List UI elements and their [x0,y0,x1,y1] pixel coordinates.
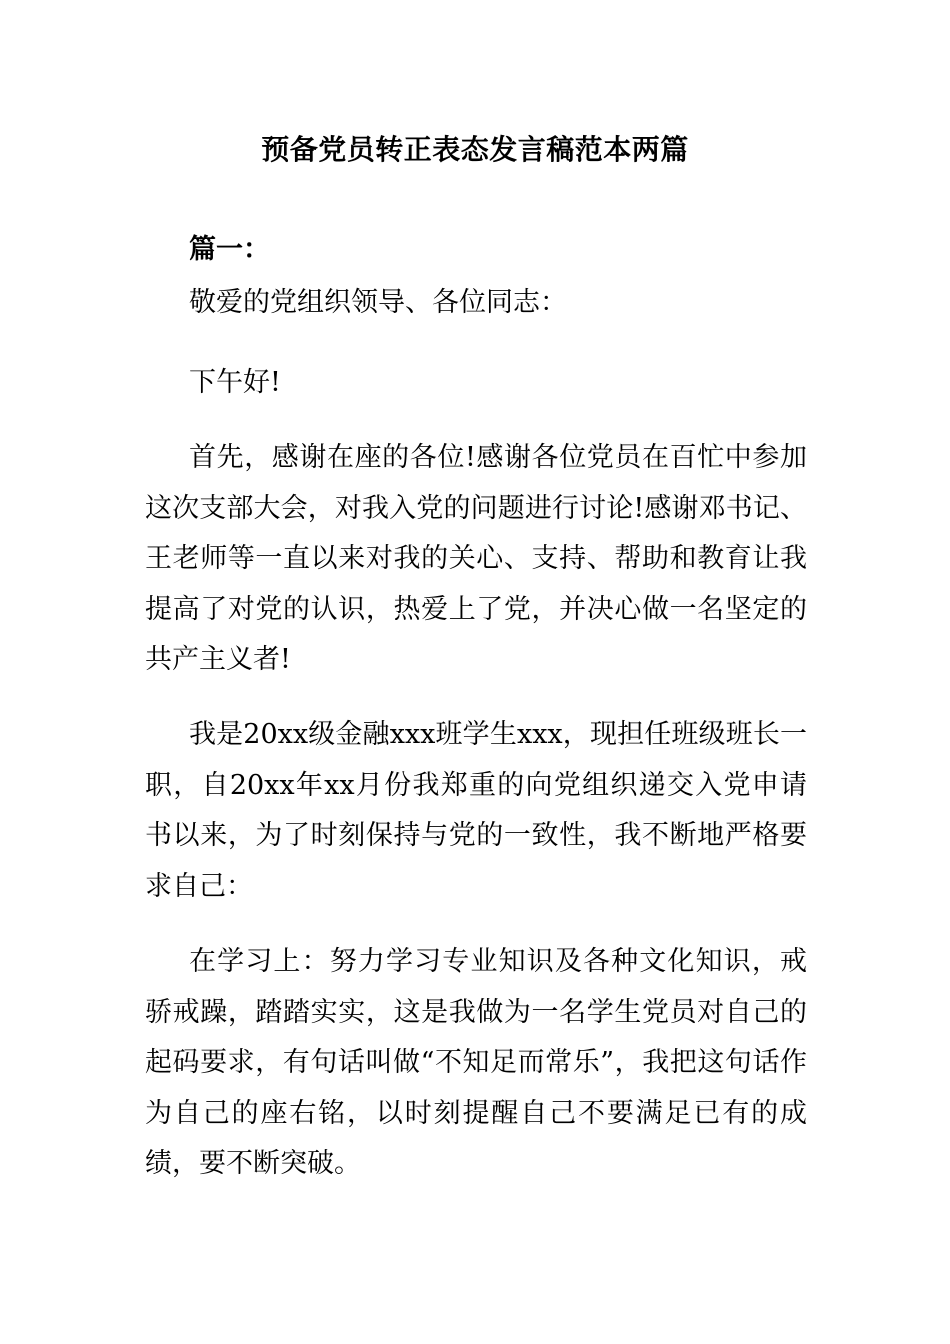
paragraph-study [145,937,807,1190]
salutation [145,278,807,329]
section-heading: 篇一： [189,234,270,265]
salutation-text: 敬爱的党组织领导、各位同志： [189,287,567,318]
greeting-text: 下午好! [189,367,281,398]
document-title: 预备党员转正表态发言稿范本两篇 [261,133,689,166]
paragraph-thanks [145,433,807,686]
paragraph-text: 在学习上：努力学习专业知识及各种文化知识，戒骄戒躁，踏踏实实，这是我做为一名学生党员对自己的起码要求，有句话叫做“不知足而常乐”，我把这句话作为自己的座右铭，以时刻提醒自己不要满足已有的成绩，要不断突破。 [145,946,807,1179]
greeting [145,358,807,409]
paragraph-text: 我是20xx级金融xxx班学生xxx，现担任班级班长一职，自20xx年xx月份我郑重的向党组织递交入党申请书以来，为了时刻保持与党的一致性，我不断地严格要求自己： [145,719,807,902]
paragraph-text: 首先，感谢在座的各位!感谢各位党员在百忙中参加这次支部大会，对我入党的问题进行讨论!感谢邓书记、王老师等一直以来对我的关心、支持、帮助和教育让我提高了对党的认识，热爱上了党，并决心做一名坚定的共产主义者! [145,442,807,675]
paragraph-introduction [145,710,807,912]
